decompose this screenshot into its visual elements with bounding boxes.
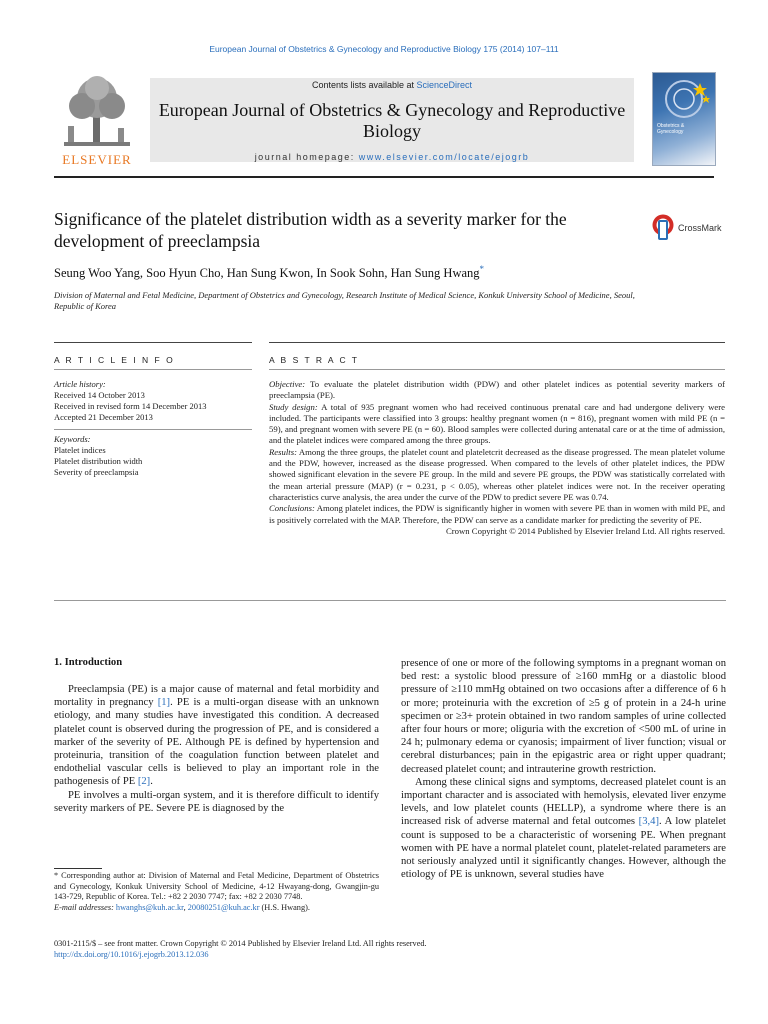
abstract-bottom-rule [54, 600, 726, 601]
intro-text: Preeclampsia (PE) is a major cause of maternal and fetal morbidity and mortality in pregnancy [54, 684, 379, 709]
keyword: Platelet indices [54, 445, 106, 455]
footnote-emails [54, 903, 379, 914]
intro-paragraph [54, 683, 379, 789]
design-text: A total of 935 pregnant women who had received continuous prenatal care and had undergone delivery were included. The participants were classified into 3 groups: healthy pregnant women (n = 816), pregnant women with mild PE (n = 59), and pregnant women with severe PE (n = 60). Blood samples were collected during antenatal care or at the time of admission, and the platelet indices were compared among the three groups. [269, 401, 725, 446]
intro-text: . PE is a multi-organ disease with an unknown etiology, and many studies have investigated this condition. A decreased platelet count is observed during the progression of PE, and is considered a marker of the severity of PE. Although PE is defined by hypertension and proteinuria, transition of the coagulation function between platelet and endothelial vascular cells is believed to play an important role in the pathogenesis of PE [54, 697, 379, 788]
info-divider [54, 429, 252, 430]
conclusions-label: Conclusions: [269, 503, 315, 514]
article-info [54, 379, 254, 478]
elsevier-wordmark: ELSEVIER [62, 152, 132, 167]
issn-line: 0301-2115/$ – see front matter. Crown Copyright © 2014 Published by Elsevier Ireland Ltd. All rights reserved. [54, 939, 427, 948]
accepted-date: Accepted 21 December 2013 [54, 412, 153, 422]
footnote-mark: * [54, 871, 59, 880]
received-date: Received 14 October 2013 [54, 390, 145, 400]
abstract-results [269, 447, 725, 503]
abstract-objective [269, 379, 725, 402]
journal-cover-image [652, 72, 716, 166]
intro-text: Among these clinical signs and symptoms, decreased platelet count is an important character and is associated with hemolysis, elevated liver enzyme levels, and low platelet counts (HELLP), a syndrome where there is an increased risk of adverse maternal and fetal outcomes [401, 776, 726, 828]
reference-link[interactable]: [2] [137, 776, 151, 788]
keyword: Severity of preeclampsia [54, 467, 139, 477]
email-label: E-mail addresses: [54, 902, 114, 912]
results-label: Results: [269, 446, 297, 457]
crossmark-label: CrossMark [678, 223, 722, 233]
abstract-copyright: Crown Copyright © 2014 Published by Elsevier Ireland Ltd. All rights reserved. [445, 525, 725, 536]
results-text: Among the three groups, the platelet count and plateletcrit decreased as the disease progressed. The mean platelet volume and the PDW, however, increased as the disease progressed. When compared to the levels of other platelet indices, the PDW showed significant elevation in the severe PE group. In the mild and severe PE groups, the PDW was statistically correlated with the mean arterial pressure (MAP) (r = 0.231, p < 0.05), whereas other platelet indices were not. In the receiver operating characteristics curve analysis, the area under the curve of the PDW to predict severe PE was 0.74. [269, 446, 725, 502]
footnote-corresponding [54, 871, 379, 903]
contents-line [150, 80, 634, 90]
contents-prefix: Contents lists available at [311, 80, 417, 90]
sciencedirect-link[interactable]: ScienceDirect [416, 80, 473, 90]
intro-text: . A low platelet count is supposed to be a characteristic of worsening PE. When pregnant women with PE have a normal platelet count, platelet-related parameters are not seriously analyzed until it significantly changes. However, although the etiology of PE is unknown, several studies have [401, 816, 726, 881]
reference-link[interactable]: [3,4] [638, 816, 659, 828]
email-link[interactable]: 20080251@kuh.ac.kr [187, 902, 260, 912]
section-heading-introduction: 1. Introduction [54, 657, 123, 668]
objective-text: To evaluate the platelet distribution width (PDW) and other platelet indices as potential severity markers of preeclampsia (PE). [269, 379, 725, 401]
corresponding-author-mark[interactable]: * [479, 264, 485, 274]
intro-paragraph: presence of one or more of the following symptoms in a pregnant woman on bed rest: a systolic blood pressure of ≥160 mmHg or a diastolic blood pressure of ≥110 mmHg obtained on two occasions after a difference of 6 h or more; proteinuria with the excretion of ≥5 g of protein in a 24-h urine specimen or ≥3+ protein obtained in two random samples of urine collected after four hours or more; oliguria with the excretion of <500 mL of urine in 24 h; pulmonary edema or cyanosis; impairment of liver function; visual or cerebral disturbances; pain in the epigastric area or right upper quadrant; decreased platelet count; and intrauterine growth restriction. [401, 658, 726, 775]
doi-link[interactable]: http://dx.doi.org/10.1016/j.ejogrb.2013.12.036 [54, 950, 209, 959]
history-label: Article history: [54, 379, 106, 389]
article-info-heading: A R T I C L E I N F O [54, 355, 175, 365]
author-list [54, 264, 714, 281]
revised-date: Received in revised form 14 December 2013 [54, 401, 207, 411]
footnote-text: Corresponding author at: Division of Maternal and Fetal Medicine, Department of Obstetrics and Gynecology, Konkuk University School of Medicine, 4-12 Hwayang-dong, Gwangjin-gu 143-729, Republic of Korea. Tel.: +82 2 2030 7747; fax: +82 2 2030 7748. [54, 871, 379, 902]
intro-paragraph [401, 776, 726, 882]
homepage-link[interactable]: www.elsevier.com/locate/ejogrb [358, 152, 530, 162]
abstract-design [269, 402, 725, 447]
crossmark-icon [652, 212, 674, 242]
reference-link[interactable]: [1] [157, 697, 171, 709]
masthead-rule [54, 176, 714, 178]
email-separator: , [183, 902, 188, 912]
affiliation: Division of Maternal and Fetal Medicine, Department of Obstetrics and Gynecology, Research Institute of Medical Science, Konkuk University School of Medicine, Seoul, Republic of Korea [54, 290, 635, 311]
cover-title: Obstetrics & Gynecology [657, 123, 685, 135]
article-title: Significance of the platelet distribution width as a severity marker for the development of preeclampsia [54, 209, 567, 251]
masthead [54, 74, 714, 166]
abstract-top-rule [269, 342, 725, 343]
intro-text: . [150, 776, 153, 788]
journal-homepage [150, 152, 634, 162]
body-column-right [401, 657, 726, 881]
abstract-body [269, 379, 725, 537]
cover-stars-graphic [653, 73, 715, 123]
crossmark-badge[interactable] [652, 212, 728, 242]
info-top-rule [54, 342, 252, 343]
page-footer [54, 938, 554, 960]
elsevier-logo [54, 74, 140, 166]
footnote-rule [54, 868, 102, 869]
body-column-left [54, 683, 379, 815]
journal-title: European Journal of Obstetrics & Gynecology and Reproductive Biology [158, 100, 626, 141]
authors-names: Seung Woo Yang, Soo Hyun Cho, Han Sung Kwon, In Sook Sohn, Han Sung Hwang [54, 266, 480, 281]
homepage-prefix: journal homepage: [254, 152, 359, 162]
info-sub-rule [54, 369, 252, 370]
design-label: Study design: [269, 401, 318, 412]
email-link[interactable]: hwanghs@kuh.ac.kr [115, 902, 184, 912]
abstract-heading: A B S T R A C T [269, 355, 360, 365]
keywords-label: Keywords: [54, 434, 91, 444]
objective-label: Objective: [269, 379, 306, 389]
conclusions-text: Among platelet indices, the PDW is significantly higher in women with severe PE than in women with mild PE, and is positively correlated with the MAP. Therefore, the PDW can serve as a candidate marker for predicting the severity of PE. [269, 503, 725, 525]
abstract-sub-rule [269, 369, 725, 370]
email-owner: (H.S. Hwang). [259, 902, 310, 912]
journal-citation-link[interactable]: European Journal of Obstetrics & Gynecology and Reproductive Biology 175 (2014) 107–111 [209, 44, 559, 54]
intro-paragraph: PE involves a multi-organ system, and it is therefore difficult to identify severity markers of PE. Severe PE is diagnosed by the [54, 789, 379, 814]
abstract-conclusions [269, 503, 725, 526]
keyword: Platelet distribution width [54, 456, 143, 466]
footnote [54, 871, 379, 913]
